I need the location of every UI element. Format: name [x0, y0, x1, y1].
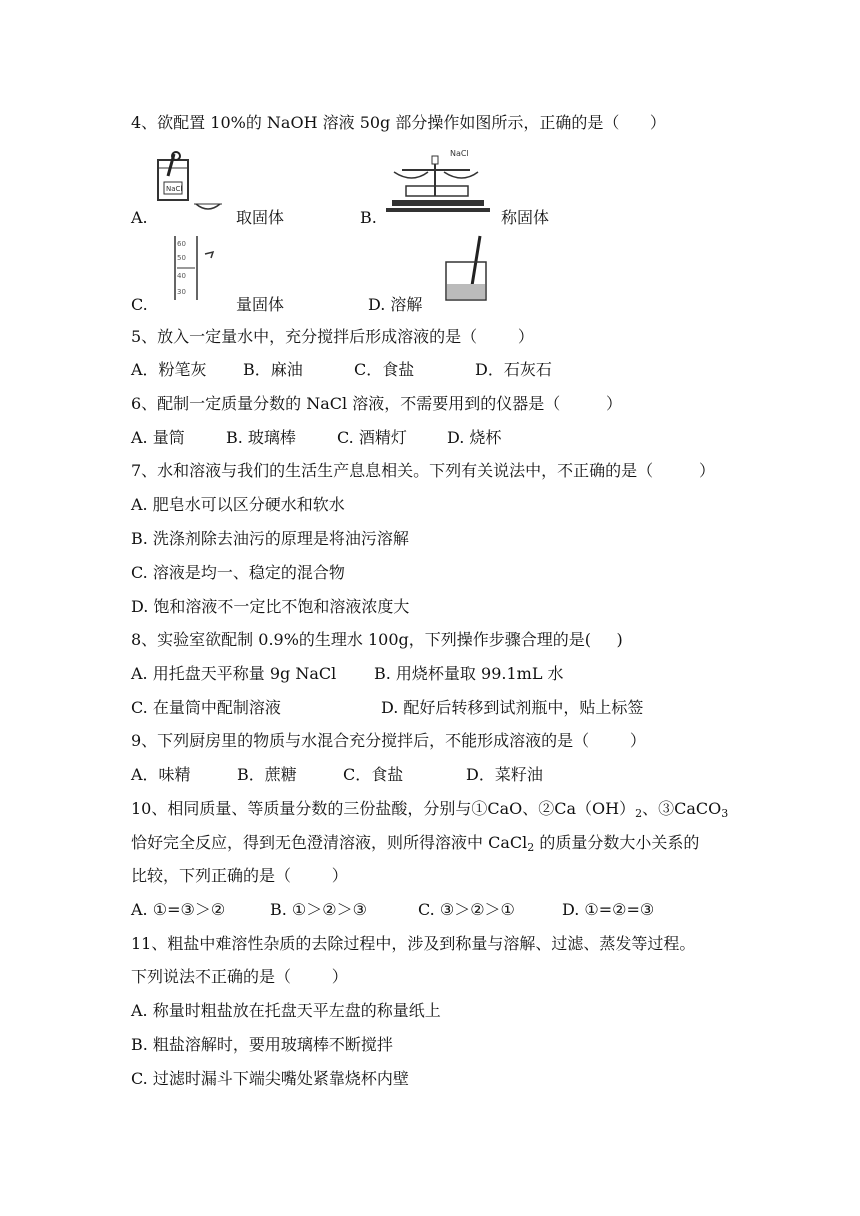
tick-40: 40 [177, 272, 186, 280]
q9-stem: 9、下列厨房里的物质与水混合充分搅拌后，不能形成溶液的是（ ） [131, 731, 646, 750]
q4-option-a-letter: A. [131, 208, 148, 227]
q7-option-d: D. 饱和溶液不一定比不饱和溶液浓度大 [131, 597, 410, 616]
q4-image-a [152, 150, 232, 224]
q6-stem: 6、配制一定质量分数的 NaCl 溶液，不需要用到的仪器是（ ） [131, 394, 623, 413]
q9-option-c: C．食盐 [343, 765, 404, 784]
q8-option-d: D. 配好后转移到试剂瓶中，贴上标签 [381, 698, 644, 717]
q4-option-d: D. 溶解 [368, 295, 423, 314]
q11-option-b: B. 粗盐溶解时，要用玻璃棒不断搅拌 [131, 1035, 393, 1054]
q4-stem: 4、欲配置 10%的 NaOH 溶液 50g 部分操作如图所示，正确的是（ ） [131, 113, 666, 132]
q9-option-b: B．蔗糖 [237, 765, 297, 784]
q9-option-a: A．味精 [131, 765, 191, 784]
q4-option-b-letter: B. [360, 208, 377, 227]
q4-image-b [382, 142, 492, 226]
q7-stem: 7、水和溶液与我们的生活生产息息相关。下列有关说法中，不正确的是（ ） [131, 461, 715, 480]
q10-stem-line2: 恰好完全反应，得到无色澄清溶液，则所得溶液中 CaCl$_2$ 的质量分数大小关系的 [131, 833, 700, 854]
q11-stem-line2: 下列说法不正确的是（ ） [131, 967, 348, 986]
q8-option-b: B. 用烧杯量取 99.1mL 水 [374, 664, 564, 683]
q6-option-b: B. 玻璃棒 [226, 428, 296, 447]
q8-option-c: C. 在量筒中配制溶液 [131, 698, 281, 717]
q10-stem-line3: 比较，下列正确的是（ ） [131, 866, 348, 885]
q4-image-c [165, 234, 225, 308]
q4-option-c-label: 量固体 [236, 295, 285, 314]
q5-option-d: D．石灰石 [475, 360, 552, 379]
q7-option-b: B. 洗涤剂除去油污的原理是将油污溶解 [131, 529, 409, 548]
q11-option-c: C. 过滤时漏斗下端尖嘴处紧靠烧杯内壁 [131, 1069, 409, 1088]
q5-option-a: A．粉笔灰 [131, 360, 207, 379]
q11-option-a: A. 称量时粗盐放在托盘天平左盘的称量纸上 [131, 1001, 441, 1020]
q5-option-b: B．麻油 [243, 360, 303, 379]
q10-option-d: D. ①=②=③ [562, 900, 655, 919]
q6-option-c: C. 酒精灯 [337, 428, 407, 447]
tick-50: 50 [177, 254, 186, 262]
q9-option-d: D．菜籽油 [466, 765, 543, 784]
q10-option-a: A. ①=③＞② [131, 900, 226, 919]
q5-option-c: C．食盐 [354, 360, 415, 379]
q8-stem: 8、实验室欲配制 0.9%的生理水 100g，下列操作步骤合理的是( ) [131, 630, 623, 649]
q6-option-d: D. 烧杯 [447, 428, 502, 447]
q10-stem-line1: 10、相同质量、等质量分数的三份盐酸，分别与①CaO、$②Ca(OH)_2$、③CaCO$_3$ [131, 799, 729, 820]
q10-option-b: B. ①＞②＞③ [270, 900, 367, 919]
q11-stem-line1: 11、粗盐中难溶性杂质的去除过程中，涉及到称量与溶解、过滤、蒸发等过程。 [131, 934, 696, 953]
tick-60: 60 [177, 240, 186, 248]
q7-option-a: A. 肥皂水可以区分硬水和软水 [131, 495, 345, 514]
q10-option-c: C. ③＞②＞① [418, 900, 515, 919]
q4-option-c-letter: C. [131, 295, 148, 314]
q7-option-c: C. 溶液是均一、稳定的混合物 [131, 563, 345, 582]
q8-option-a: A. 用托盘天平称量 9g NaCl [131, 664, 337, 683]
nacl-label-a: NaCl [166, 185, 183, 193]
nacl-label-b: NaCl [450, 149, 469, 158]
q5-stem: 5、放入一定量水中，充分搅拌后形成溶液的是（ ） [131, 327, 534, 346]
tick-30: 30 [177, 288, 186, 296]
q4-image-d [440, 232, 500, 312]
q6-option-a: A. 量筒 [131, 428, 185, 447]
q4-option-b-label: 称固体 [501, 208, 550, 227]
q4-option-a-label: 取固体 [236, 208, 285, 227]
